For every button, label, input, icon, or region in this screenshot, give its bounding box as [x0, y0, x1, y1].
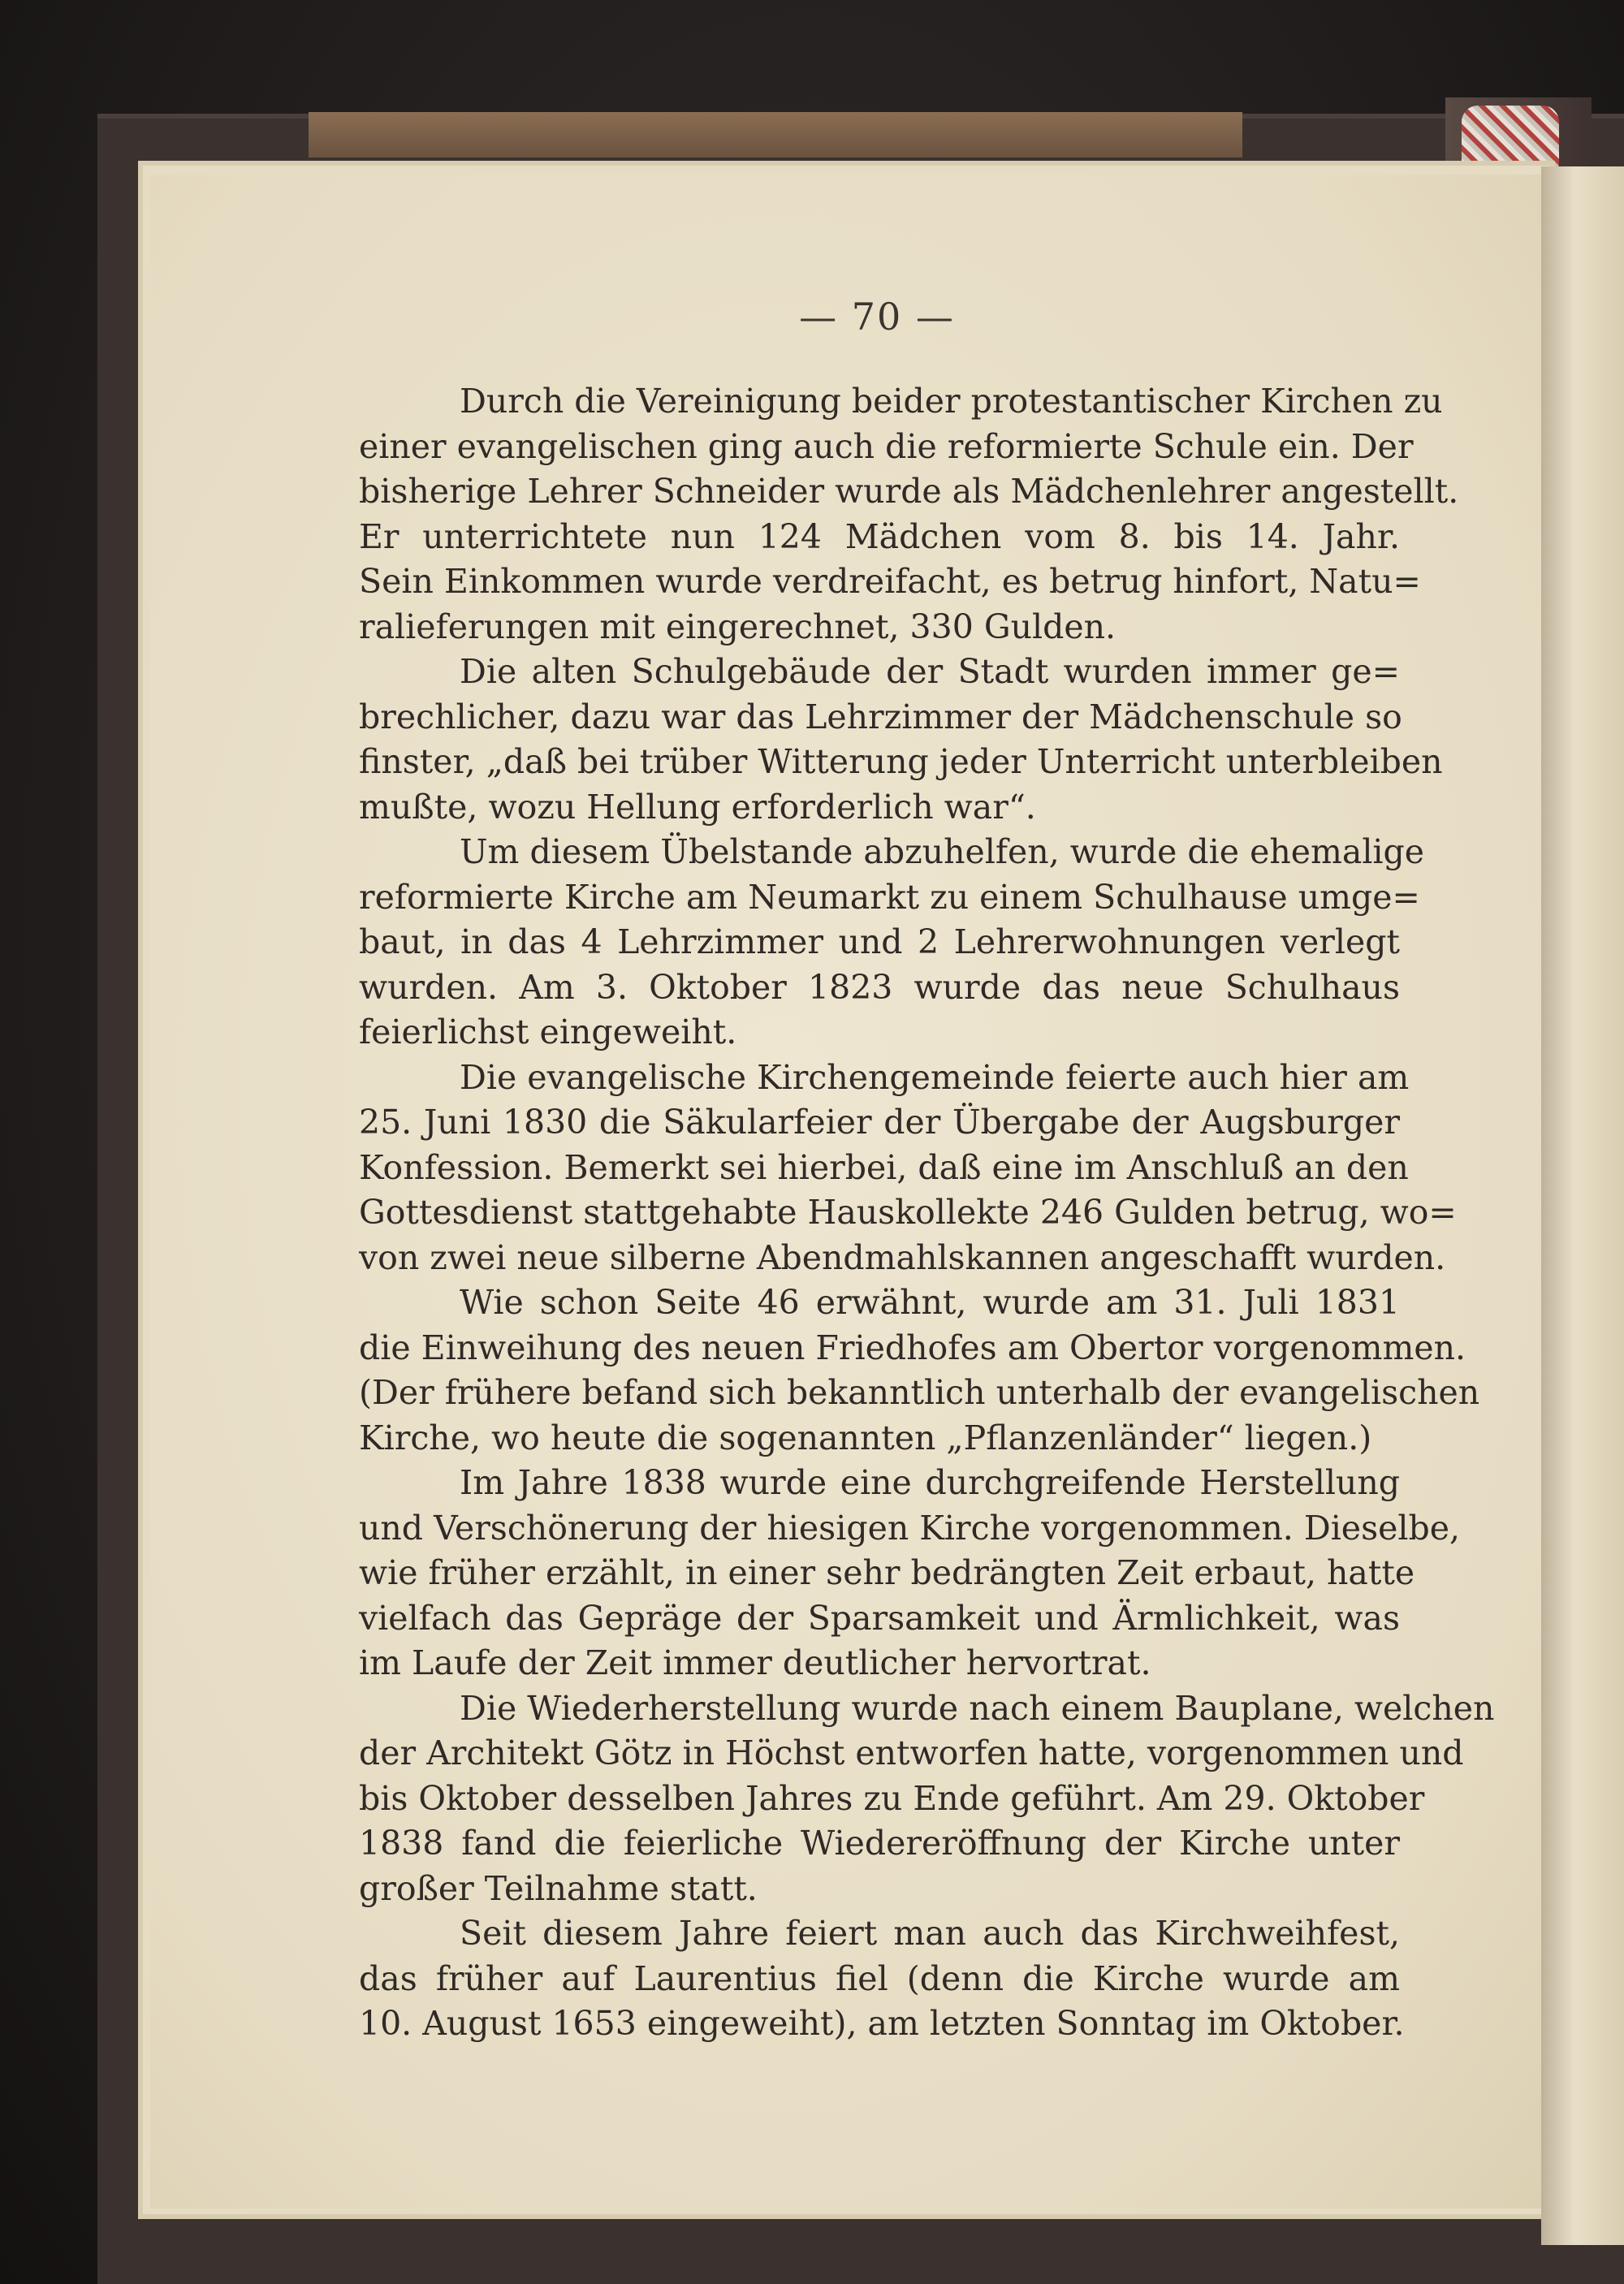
cover-edge-strip — [309, 112, 1242, 158]
text-line: Die evangelische Kirchengemeinde feierte auch hier am — [460, 1057, 1410, 1097]
text-line: Wie schon Seite 46 erwähnt, wurde am 31. Juli 1831 — [460, 1283, 1400, 1322]
text-line: Er unterrichtete nun 124 Mädchen vom 8. bis 14. Jahr. — [359, 516, 1400, 556]
text-line: Sein Einkommen wurde verdreifacht, es betrug hinfort, Natu= — [359, 562, 1421, 601]
text-line: 10. August 1653 eingeweiht), am letzten Sonntag im Oktober. — [359, 2004, 1405, 2043]
text-line: brechlicher, dazu war das Lehrzimmer der Mädchenschule so — [359, 697, 1402, 736]
text-line: und Verschönerung der hiesigen Kirche vorgenommen. Dieselbe, — [359, 1508, 1461, 1548]
text-line: finster, „daß bei trüber Witterung jeder Unterricht unterbleiben — [359, 742, 1443, 781]
text-line: wie früher erzählt, in einer sehr bedrängten Zeit erbaut, hatte — [359, 1553, 1415, 1592]
text-line: (Der frühere befand sich bekanntlich unterhalb der evangelischen — [359, 1373, 1480, 1412]
text-line: Kirche, wo heute die sogenannten „Pflanzenländer“ liegen.) — [359, 1418, 1372, 1457]
text-line: baut, in das 4 Lehrzimmer und 2 Lehrerwohnungen verlegt — [359, 922, 1400, 961]
text-line: mußte, wozu Hellung erforderlich war“. — [359, 787, 1036, 827]
text-line: ralieferungen mit eingerechnet, 330 Gulden. — [359, 607, 1116, 646]
body-text — [359, 379, 1495, 2047]
page-number: — 70 — — [799, 295, 955, 339]
page-gutter — [1541, 166, 1624, 2245]
text-line: 1838 fand die feierliche Wiedereröffnung der Kirche unter — [359, 1824, 1400, 1863]
text-line: vielfach das Gepräge der Sparsamkeit und Ärmlichkeit, was — [359, 1598, 1400, 1638]
text-line: reformierte Kirche am Neumarkt zu einem Schulhause umge= — [359, 877, 1420, 917]
text-line: Konfession. Bemerkt sei hierbei, daß eine im Anschluß an den — [359, 1147, 1409, 1187]
text-line: der Architekt Götz in Höchst entworfen hatte, vorgenommen und — [359, 1734, 1464, 1772]
text-line: Durch die Vereinigung beider protestantischer Kirchen zu — [460, 382, 1443, 421]
text-line: Im Jahre 1838 wurde eine durchgreifende Herstellung — [460, 1463, 1400, 1502]
text-line: einer evangelischen ging auch die reformierte Schule ein. Der — [359, 426, 1414, 466]
text-line: Die Wiederherstellung wurde nach einem Bauplane, welchen — [460, 1688, 1495, 1728]
text-line: 25. Juni 1830 die Säkularfeier der Übergabe der Augsburger — [359, 1103, 1400, 1142]
text-line: im Laufe der Zeit immer deutlicher hervortrat. — [359, 1643, 1151, 1682]
text-line: Seit diesem Jahre feiert man auch das Kirchweihfest, — [460, 1914, 1400, 1953]
text-line: von zwei neue silberne Abendmahlskannen angeschafft wurden. — [359, 1237, 1446, 1277]
text-line: feierlichst eingeweiht. — [359, 1012, 737, 1051]
text-line: wurden. Am 3. Oktober 1823 wurde das neue Schulhaus — [359, 967, 1400, 1007]
text-line: Um diesem Übelstande abzuhelfen, wurde die ehemalige — [460, 832, 1425, 871]
text-line: bis Oktober desselben Jahres zu Ende geführt. Am 29. Oktober — [359, 1778, 1425, 1818]
text-line: bisherige Lehrer Schneider wurde als Mädchenlehrer angestellt. — [359, 472, 1459, 511]
text-line: Gottesdienst stattgehabte Hauskollekte 246 Gulden betrug, wo= — [359, 1193, 1457, 1232]
text-line: großer Teilnahme statt. — [359, 1868, 758, 1908]
text-line: Die alten Schulgebäude der Stadt wurden immer ge= — [460, 652, 1400, 691]
text-line: das früher auf Laurentius fiel (denn die Kirche wurde am — [359, 1958, 1400, 1998]
text-line: die Einweihung des neuen Friedhofes am Obertor vorgenommen. — [359, 1328, 1466, 1367]
